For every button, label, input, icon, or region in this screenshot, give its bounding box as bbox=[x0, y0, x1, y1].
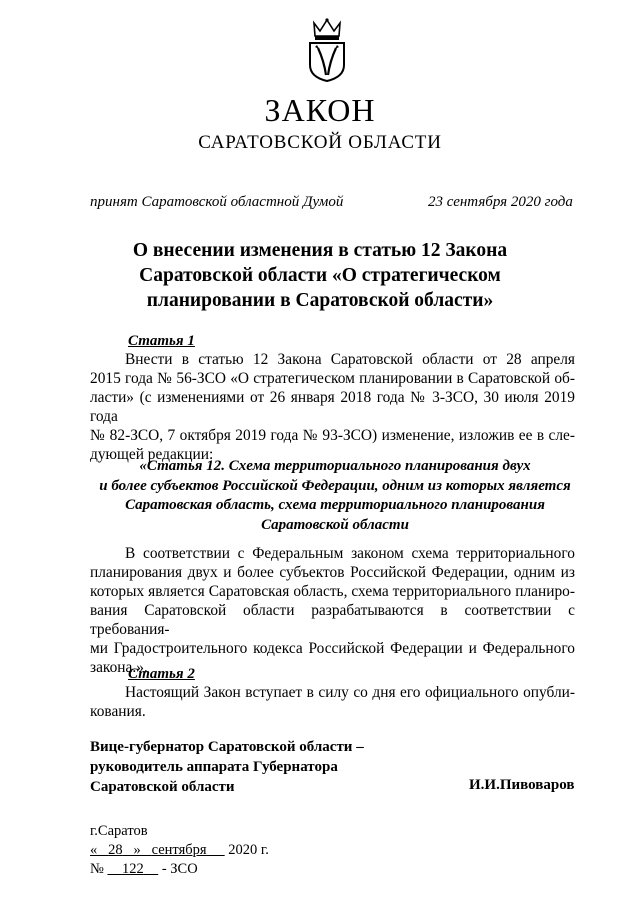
number-sign: № bbox=[90, 861, 104, 877]
document-title: ЗАКОН bbox=[264, 92, 376, 128]
article-1-heading: Статья 1 bbox=[128, 333, 195, 349]
article-2-text bbox=[90, 683, 575, 721]
number-suffix: - ЗСО bbox=[161, 861, 198, 877]
text-line: закона.». bbox=[90, 659, 148, 676]
article-1-text bbox=[90, 350, 575, 464]
quoted-article-heading bbox=[90, 457, 580, 535]
text-line: № 82-ЗСО, 7 октября 2019 года № 93-ЗСО) изменение, изложив ее в сле- bbox=[90, 427, 575, 444]
law-registration bbox=[90, 822, 269, 879]
date-line bbox=[90, 841, 269, 860]
text-line: которых является Саратовская область, схема территориального планиро- bbox=[90, 583, 575, 600]
number-field bbox=[107, 861, 158, 877]
signatory-position bbox=[90, 737, 364, 797]
text-line: дующей редакции: bbox=[90, 446, 214, 463]
quoted-heading-line: «Статья 12. Схема территориального планирования двух bbox=[139, 458, 531, 474]
law-number: 122 bbox=[121, 861, 144, 877]
signatory-name: И.И.Пивоваров bbox=[469, 777, 575, 793]
law-title-line: О внесении изменения в статью 12 Закона bbox=[132, 240, 508, 261]
law-title bbox=[40, 238, 600, 313]
text-line: ми Градостроительного кодекса Российской Федерации и Федерального bbox=[90, 640, 575, 657]
law-title-line: Саратовской области «О стратегическом bbox=[139, 265, 501, 286]
text-line: В соответствии с Федеральным законом схема территориального bbox=[125, 545, 575, 562]
day-field: « 28 » сентября bbox=[90, 842, 207, 858]
article-2-heading: Статья 2 bbox=[128, 666, 195, 682]
quoted-heading-line: Саратовской области bbox=[261, 516, 409, 533]
month: сентября bbox=[151, 842, 207, 858]
city: г.Саратов bbox=[90, 823, 148, 839]
text-line: Настоящий Закон вступает в силу со дня его официального опубли- bbox=[125, 684, 575, 701]
text-line: ласти» (с изменениями от 26 января 2018 года № 3-ЗСО, 30 июля 2019 года bbox=[90, 389, 575, 425]
quoted-heading-line: и более субъектов Российской Федерации, одним из которых является bbox=[99, 477, 571, 494]
signatory-position-line: Саратовской области bbox=[90, 779, 235, 795]
quoted-article-text bbox=[90, 544, 575, 677]
adoption-note: принят Саратовской областной Думой bbox=[90, 194, 344, 210]
adoption-date: 23 сентября 2020 года bbox=[428, 194, 573, 210]
text-line: кования. bbox=[90, 703, 146, 720]
signatory-position-line: Вице-губернатор Саратовской области – bbox=[90, 739, 364, 755]
text-line: Внести в статью 12 Закона Саратовской области от 28 апреля bbox=[125, 351, 575, 368]
law-title-line: планировании в Саратовской области» bbox=[146, 290, 494, 311]
document-subtitle: САРАТОВСКОЙ ОБЛАСТИ bbox=[198, 132, 442, 153]
quoted-heading-line: Саратовская область, схема территориального планирования bbox=[125, 497, 545, 513]
text-line: вания Саратовской области разрабатываются в соответствии с требования- bbox=[90, 602, 575, 638]
signatory-position-line: руководитель аппарата Губернатора bbox=[90, 759, 338, 775]
year: 2020 г. bbox=[228, 842, 269, 858]
coat-of-arms-icon bbox=[302, 17, 352, 83]
text-line: 2015 года № 56-ЗСО «О стратегическом планировании в Саратовской об- bbox=[90, 370, 575, 387]
text-line: планирования двух и более субъектов Российской Федерации, одним из bbox=[90, 564, 575, 581]
day: 28 bbox=[108, 842, 123, 858]
number-line bbox=[90, 860, 269, 879]
